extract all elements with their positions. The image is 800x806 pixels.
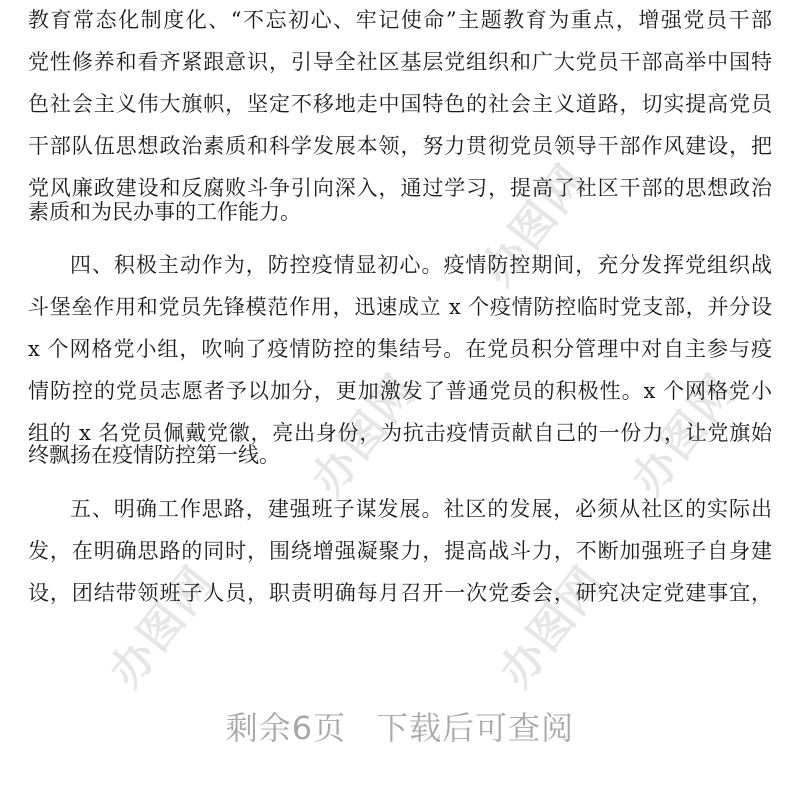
watermark: 办图网 [621, 364, 748, 505]
paragraph-line: 党风廉政建设和反腐败斗争引向深入，通过学习，提高了社区干部的思想政治 [28, 176, 772, 200]
watermark: 办图网 [301, 364, 428, 505]
paragraph-line: 五、明确工作思路，建强班子谋发展。社区的发展，必须从社区的实际出 [70, 497, 772, 521]
paragraph-line: 情防控的党员志愿者予以加分，更加激发了普通党员的积极性。x 个网格党小 [28, 379, 772, 403]
watermark: 办图网 [99, 556, 226, 697]
remaining-pages-text: 剩余6页 [225, 709, 347, 747]
paragraph-line: 终飘扬在疫情防控第一线。 [28, 443, 280, 467]
paragraph-line: 教育常态化制度化、“不忘初心、牢记使命”主题教育为重点，增强党员干部 [28, 8, 772, 32]
paragraph-line: 发，在明确思路的同时，围绕增强凝聚力，提高战斗力，不断加强班子自身建 [28, 539, 772, 563]
paragraph-line: 四、积极主动作为，防控疫情显初心。疫情防控期间，充分发挥党组织战 [70, 253, 772, 277]
watermark: 办图网 [471, 154, 598, 295]
paragraph-line: 干部队伍思想政治素质和科学发展本领，努力贯彻党员领导干部作风建设，把 [28, 134, 772, 158]
paragraph-line: 设，团结带领班子人员，职责明确每月召开一次党委会，研究决定党建事宜， [28, 581, 772, 605]
paragraph-line: 党性修养和看齐紧跟意识，引导全社区基层党组织和广大党员干部高举中国特 [28, 50, 772, 74]
watermark: 办图网 [489, 556, 616, 697]
paragraph-line: 斗堡垒作用和党员先锋模范作用，迅速成立 x 个疫情防控临时党支部，并分设 [28, 295, 772, 319]
paragraph-line: 素质和为民办事的工作能力。 [28, 200, 301, 224]
download-to-view-text: 下载后可查阅 [376, 709, 575, 747]
paragraph-line: 组的 x 名党员佩戴党徽，亮出身份，为抗击疫情贡献自己的一份力，让党旗始 [28, 421, 772, 445]
remaining-pages-notice[interactable] [0, 706, 800, 750]
paragraph-line: 色社会主义伟大旗帜，坚定不移地走中国特色的社会主义道路，切实提高党员 [28, 92, 772, 116]
paragraph-line: x 个网格党小组，吹响了疫情防控的集结号。在党员积分管理中对自主参与疫 [28, 337, 772, 361]
